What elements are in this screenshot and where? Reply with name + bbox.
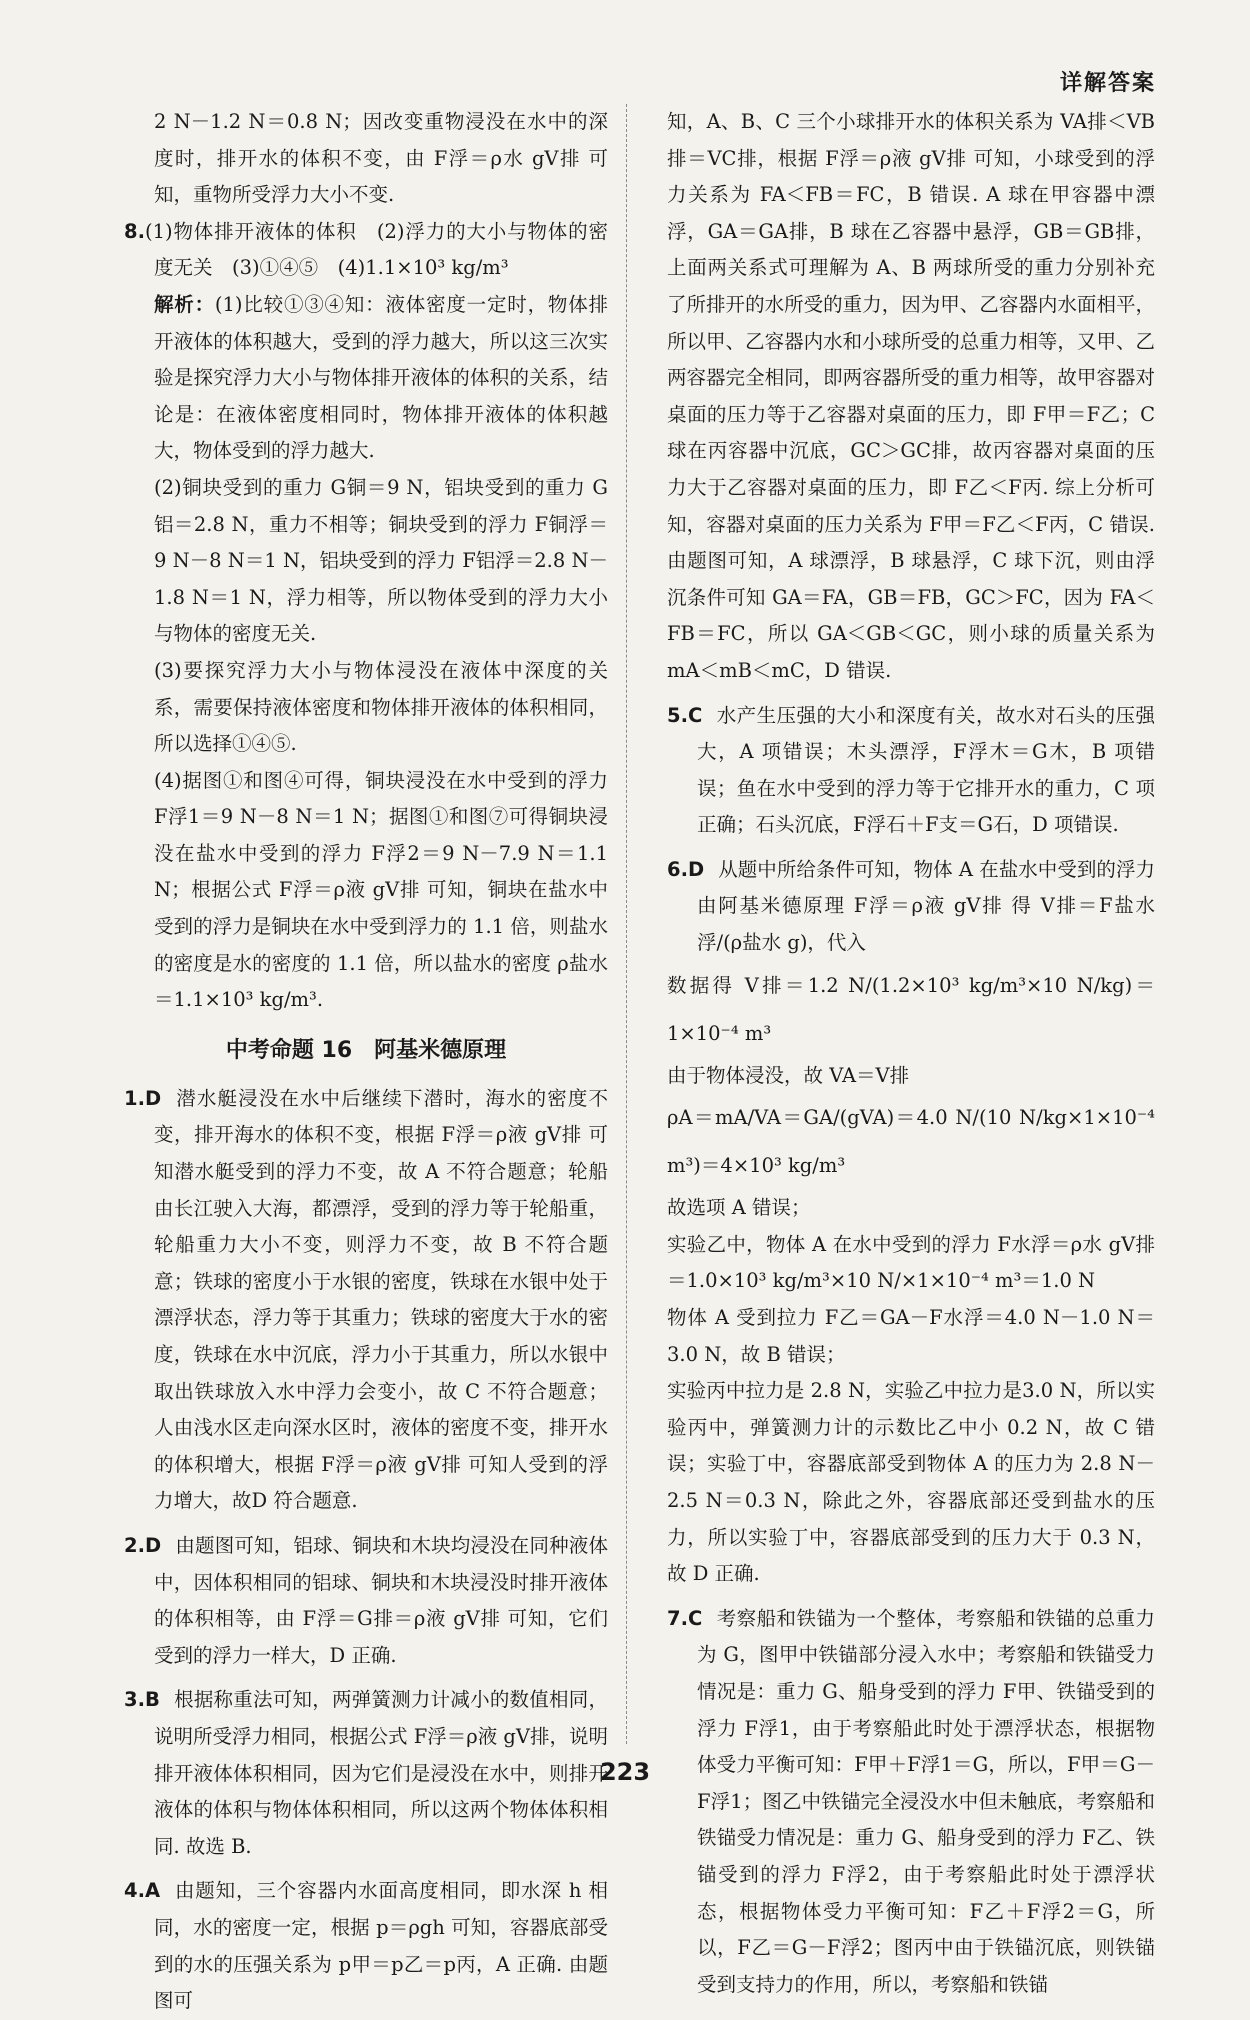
- q6-line2: 数据得 V排＝1.2 N/(1.2×10³ kg/m³×10 N/kg)＝1×10⁻⁴ m³: [667, 973, 1155, 1045]
- q7-item: [667, 1601, 1155, 2004]
- intro-paragraph: 2 N－1.2 N＝0.8 N；因改变重物浸没在水中的深度时，排开水的体积不变，由 F浮＝ρ水 gV排 可知，重物所受浮力大小不变.: [154, 110, 608, 207]
- q2-number: 2.: [124, 1533, 145, 1557]
- q3-number: 3.: [124, 1688, 145, 1712]
- right-column: [667, 104, 1155, 2003]
- q1-text: 潜水艇浸没在水中后继续下潜时，海水的密度不变，排开海水的体积不变，根据 F浮＝ρ液 gV排 可知潜水艇受到的浮力不变，故 A 不符合题意；轮船由长江驶入大海，都漂浮，受到的浮力等于轮船重，轮船重力大小不变，则浮力不变，故 B 不符合题意；铁球的密度小于水银的密度，铁球在水银中处于漂浮状态，浮力等于其重力；铁球的密度大于水的密度，铁球在水中沉底，浮力小于其重力，所以水银中取出铁球放入水中浮力会变小，故 C 不符合题意；人由浅水区走向深水区时，液体的密度不变，排开水的体积增大，根据 F浮＝ρ液 gV排 可知人受到的浮力增大，故D 符合题意.: [154, 1086, 608, 1513]
- q8-analysis-p4: (4)据图①和图④可得，铜块浸没在水中受到的浮力 F浮1＝9 N－8 N＝1 N；据图①和图⑦可得铜块浸没在盐水中受到的浮力 F浮2＝9 N－7.9 N＝1.1 N；根据公式 F浮＝ρ液 gV排 可知，铜块在盐水中受到的浮力是铜块在水中受到浮力的 1.1 倍，则盐水的密度是水的密度的 1.1 倍，所以盐水的密度 ρ盐水＝1.1×10³ kg/m³.: [154, 768, 608, 1012]
- q6-line8: 实验丙中拉力是 2.8 N，实验乙中拉力是3.0 N，所以实验丙中，弹簧测力计的示数比乙中小 0.2 N，故 C 错误；实验丁中，容器底部受到物体 A 的压力为 2.8 N－2.5 N＝0.3 N，除此之外，容器底部还受到盐水的压力，所以实验丁中，容器底部受到的压力大于 0.3 N，故 D 正确.: [667, 1379, 1155, 1586]
- q7-number: 7.: [667, 1606, 688, 1630]
- q8-answer-text: (1)物体排开液体的体积 (2)浮力的大小与物体的密度无关 (3)①④⑤ (4)1.1×10³ kg/m³: [144, 219, 608, 280]
- q5-number: 5.: [667, 703, 688, 727]
- q6-number: 6.: [667, 857, 688, 881]
- left-column: [124, 104, 608, 2020]
- q6-item: [667, 852, 1155, 962]
- header-title: 详解答案: [1059, 71, 1156, 96]
- q3-text: 根据称重法可知，两弹簧测力计减小的数值相同，说明所受浮力相同，根据公式 F浮＝ρ液 gV排，说明排开液体体积相同，因为它们是浸没在水中，则排开液体的体积与物体体积相同，所以这两个物体体积相同. 故选 B.: [154, 1688, 608, 1858]
- q4-choice: A: [144, 1879, 161, 1903]
- page-number: 223: [599, 1758, 651, 1786]
- q8-answer: [124, 214, 608, 287]
- analysis-label: 解析：: [154, 292, 215, 316]
- q8-analysis-p3: (3)要探究浮力大小与物体浸没在液体中深度的关系，需要保持液体密度和物体排开液体的体积相同，所以选择①④⑤.: [154, 658, 608, 756]
- q4-text: 由题知，三个容器内水面高度相同，即水深 h 相同，水的密度一定，根据 p＝ρgh 可知，容器底部受到的水的压强关系为 p甲＝p乙＝p丙，A 正确. 由题图可: [154, 1879, 608, 2013]
- q2-text: 由题图可知，铝球、铜块和木块均浸没在同种液体中，因体积相同的铝球、铜块和木块浸没时排开液体的体积相等，由 F浮＝G排＝ρ液 gV排 可知，它们受到的浮力一样大，D 正确.: [154, 1533, 608, 1667]
- section-title: 中考命题 16 阿基米德原理: [225, 1037, 507, 1063]
- q5-item: [667, 698, 1155, 844]
- q6-line6: 实验乙中，物体 A 在水中受到的浮力 F水浮＝ρ水 gV排＝1.0×10³ kg/m³×10 N/×1×10⁻⁴ m³＝1.0 N: [667, 1232, 1155, 1293]
- column-divider: [626, 104, 627, 1744]
- q6-choice: D: [687, 857, 705, 881]
- q1-choice: D: [144, 1086, 162, 1110]
- q1-number: 1.: [124, 1086, 145, 1110]
- q2-item: [124, 1528, 608, 1674]
- q4-continuation: 知，A、B、C 三个小球排开水的体积关系为 VA排＜VB排＝VC排，根据 F浮＝ρ液 gV排 可知，小球受到的浮力关系为 FA＜FB＝FC，B 错误. A 球在甲容器中漂浮，GA＝GA排，B 球在乙容器中悬浮，GB＝GB排，上面两关系式可理解为 A、B 两球所受的重力分别补充了所排开的水所受的重力，因为甲、乙容器内水面相平，所以甲、乙容器内水和小球所受的总重力相等，又甲、乙两容器完全相同，即两容器所受的重力相等，故甲容器对桌面的压力等于乙容器对桌面的压力，即 F甲＝F乙；C 球在丙容器中沉底，GC＞GC排，故丙容器对桌面的压力大于乙容器对桌面的压力，即 F乙＜F丙. 综上分析可知，容器对桌面的压力关系为 F甲＝F乙＜F丙，C 错误. 由题图可知，A 球漂浮，B 球悬浮，C 球下沉，则由浮沉条件可知 GA＝FA，GB＝FB，GC＞FC，因为 FA＜FB＝FC，所以 GA＜GB＜GC，则小球的质量关系为 mA＜mB＜mC，D 错误.: [667, 110, 1155, 682]
- q8-analysis-p1: [124, 287, 608, 470]
- q6-line7: 物体 A 受到拉力 F乙＝GA－F水浮＝4.0 N－1.0 N＝3.0 N，故 B 错误；: [667, 1306, 1155, 1366]
- q4-number: 4.: [124, 1879, 145, 1903]
- q4-item: [124, 1873, 608, 2019]
- q2-choice: D: [144, 1533, 162, 1557]
- q7-text: 考察船和铁锚为一个整体，考察船和铁锚的总重力为 G，图甲中铁锚部分浸入水中；考察船和铁锚受力情况是：重力 G、船身受到的浮力 F甲、铁锚受到的浮力 F浮1，由于考察船此时处于漂浮状态，根据物体受力平衡可知：F甲＋F浮1＝G，所以，F甲＝G－F浮1；图乙中铁锚完全浸没水中但未触底，考察船和铁锚受力情况是：重力 G、船身受到的浮力 F乙、铁锚受到的浮力 F浮2，由于考察船此时处于漂浮状态，根据物体受力平衡可知：F乙＋F浮2＝G，所以，F乙＝G－F浮2；图丙中由于铁锚沉底，则铁锚受到支持力的作用，所以，考察船和铁锚: [697, 1606, 1155, 1996]
- q6-line4: ρA＝mA/VA＝GA/(gVA)＝4.0 N/(10 N/kg×1×10⁻⁴ m³)＝4×10³ kg/m³: [667, 1106, 1155, 1178]
- q8-number: 8.: [124, 219, 145, 243]
- q8-p1-text: (1)比较①③④知：液体密度一定时，物体排开液体的体积越大，受到的浮力越大，所以这三次实验是探究浮力大小与物体排开液体的体积的关系，结论是：在液体密度相同时，物体排开液体的体积越大，物体受到的浮力越大.: [154, 292, 608, 463]
- q6-line3: 由于物体浸没，故 VA＝V排: [667, 1063, 910, 1087]
- q6-line5: 故选项 A 错误；: [667, 1196, 811, 1220]
- q3-choice: B: [144, 1688, 160, 1712]
- q1-item: [124, 1081, 608, 1520]
- q6-line1: 从题中所给条件可知，物体 A 在盐水中受到的浮力由阿基米德原理 F浮＝ρ液 gV排 得 V排＝F盐水浮/(ρ盐水 g)，代入: [697, 857, 1155, 955]
- q8-analysis-p2: (2)铜块受到的重力 G铜＝9 N，铝块受到的重力 G铝＝2.8 N，重力不相等；铜块受到的浮力 F铜浮＝9 N－8 N＝1 N，铝块受到的浮力 F铝浮＝2.8 N－1.8 N＝1 N，浮力相等，所以物体受到的浮力大小与物体的密度无关.: [154, 475, 609, 646]
- q5-text: 水产生压强的大小和深度有关，故水对石头的压强大，A 项错误；木头漂浮，F浮木＝G木，B 项错误；鱼在水中受到的浮力等于它排开水的重力，C 项正确；石头沉底，F浮石＋F支＝G石，D 项错误.: [697, 703, 1155, 837]
- q7-choice: C: [687, 1606, 703, 1630]
- q5-choice: C: [687, 703, 703, 727]
